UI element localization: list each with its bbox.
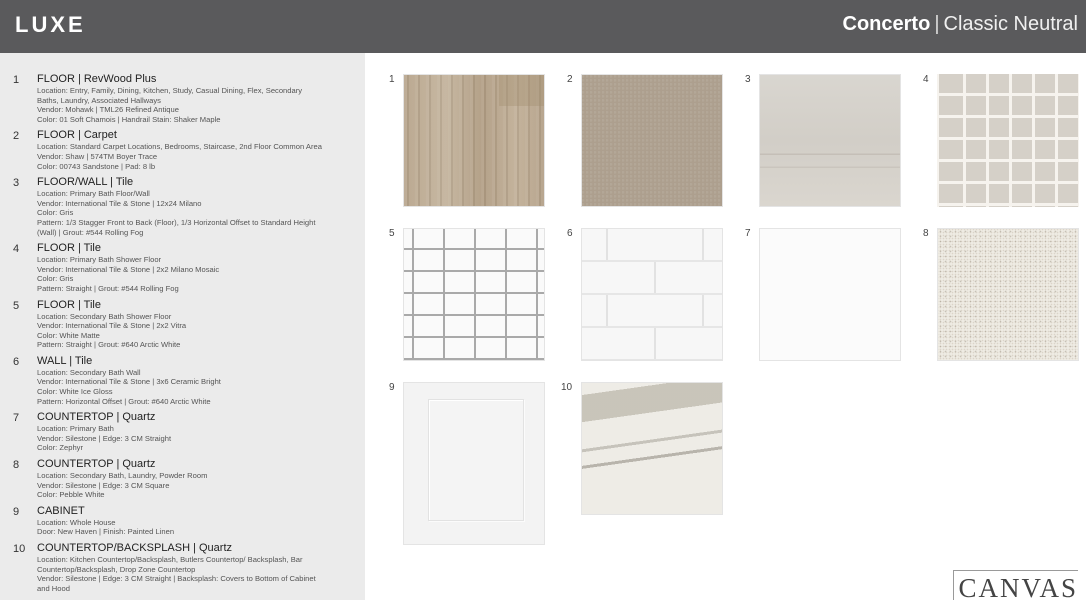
brand-logo: LUXE [15, 12, 86, 37]
vitra-tile-swatch [403, 228, 545, 361]
title-separator: | [934, 13, 940, 35]
collection-title [843, 13, 1078, 36]
selection-detail: Pattern: Horizontal Offset | Grout: #640 Arctic White [37, 396, 211, 406]
selection-detail: Location: Standard Carpet Locations, Bedrooms, Staircase, 2nd Floor Common Area [37, 142, 322, 152]
selection-item [0, 299, 365, 350]
selection-detail: Color: White Ice Gloss [37, 387, 113, 397]
selection-item [0, 505, 365, 537]
swatch-number: 8 [923, 228, 929, 239]
selection-detail: Vendor: International Tile & Stone | 12x24 Milano [37, 198, 202, 208]
ceramic-subway-swatch [581, 228, 723, 361]
selection-number: 5 [13, 299, 20, 312]
selection-number: 10 [13, 543, 26, 555]
selection-item [0, 129, 365, 171]
selection-item [0, 355, 365, 406]
selection-number: 1 [13, 74, 20, 86]
selection-number: 2 [13, 130, 20, 143]
selection-detail: Vendor: International Tile & Stone | 2x2 Vitra [37, 321, 187, 331]
selection-item [0, 542, 365, 593]
selection-number: 3 [13, 177, 20, 190]
selection-detail: Location: Secondary Bath Wall [37, 367, 141, 377]
selection-number: 8 [13, 459, 20, 472]
selections-list [0, 53, 365, 600]
selection-detail: Vendor: Mohawk | TML26 Refined Antique [37, 105, 179, 115]
selection-title: COUNTERTOP | Quartz [37, 411, 156, 424]
selection-title: FLOOR | RevWood Plus [37, 73, 157, 85]
selection-detail: Vendor: Silestone | Edge: 3 CM Straight | Backsplash: Covers to Bottom of Cabinet and Hood [37, 574, 316, 593]
carpet-swatch [581, 74, 723, 207]
revwood-plus-swatch [403, 74, 545, 207]
selection-detail: Vendor: Shaw | 574TM Boyer Trace [37, 151, 158, 161]
selection-number: 4 [13, 243, 20, 256]
selection-detail: Color: Zephyr [37, 443, 84, 453]
header-bar [0, 0, 1086, 53]
swatch-number: 5 [389, 228, 395, 239]
selection-title: FLOOR | Carpet [37, 129, 117, 142]
kitchen-quartz-swatch [581, 382, 723, 515]
selection-title: FLOOR | Tile [37, 298, 101, 311]
selection-detail: Location: Whole House [37, 517, 116, 527]
swatch-number: 10 [561, 382, 573, 393]
selection-detail: Color: 01 Soft Chamois | Handrail Stain: Shaker Maple [37, 114, 221, 124]
selection-detail: Location: Secondary Bath, Laundry, Powder Room [37, 471, 208, 481]
selection-title: COUNTERTOP/BACKSPLASH | Quartz [37, 542, 233, 554]
selection-detail: Vendor: Silestone | Edge: 3 CM Square [37, 480, 170, 490]
milano-mosaic-swatch [937, 74, 1079, 207]
selection-detail: Vendor: International Tile & Stone | 2x2 Milano Mosaic [37, 264, 220, 274]
selection-detail: Location: Kitchen Countertop/Backsplash, Butlers Countertop/ Backsplash, Bar Countertop/Backsplash, Drop Zone Countertop [37, 555, 303, 574]
collection-name: Concerto [842, 13, 931, 35]
selection-detail: Vendor: International Tile & Stone | 3x6 Ceramic Bright [37, 377, 221, 387]
selection-number: 9 [13, 505, 20, 518]
zephyr-quartz-swatch [759, 228, 901, 361]
swatch-number: 7 [745, 228, 751, 239]
selection-detail: Color: White Matte [37, 330, 100, 340]
selection-title: COUNTERTOP | Quartz [37, 458, 156, 471]
swatch-number: 2 [567, 74, 573, 85]
selection-detail: Vendor: Silestone | Edge: 3 CM Straight [37, 433, 172, 443]
selection-detail: Location: Primary Bath Shower Floor [37, 255, 162, 265]
pebble-white-quartz-swatch [937, 228, 1079, 361]
swatch-number: 9 [389, 382, 395, 393]
cabinet-door-swatch [403, 382, 545, 545]
selection-title: FLOOR/WALL | Tile [37, 176, 134, 189]
swatch-number: 1 [389, 74, 395, 85]
selection-detail: Location: Entry, Family, Dining, Kitchen, Study, Casual Dining, Flex, Secondary Baths, Laundry, Associated Hallways [37, 86, 303, 105]
selection-detail: Pattern: 1/3 Stagger Front to Back (Floor), 1/3 Horizontal Offset to Standard Height (Wall) | Grout: #544 Rolling Fog [37, 217, 316, 237]
selection-detail: Location: Primary Bath [37, 424, 114, 434]
selection-item [0, 458, 365, 500]
selection-title: FLOOR | Tile [37, 242, 101, 255]
selection-number: 7 [13, 412, 20, 425]
selection-item [0, 242, 365, 293]
swatch-number: 3 [745, 74, 751, 85]
selection-detail: Location: Primary Bath Floor/Wall [37, 189, 150, 199]
selection-title: WALL | Tile [37, 354, 93, 367]
selection-item [0, 411, 365, 453]
canvas-logo: CANVAS [953, 570, 1078, 600]
swatch-board [365, 53, 1086, 600]
selection-number: 6 [13, 355, 20, 368]
selection-detail: Color: Pebble White [37, 490, 105, 500]
milano-tile-swatch [759, 74, 901, 207]
selection-detail: Color: 00743 Sandstone | Pad: 8 lb [37, 161, 156, 171]
selection-detail: Color: Gris [37, 208, 74, 218]
selection-detail: Location: Secondary Bath Shower Floor [37, 311, 172, 321]
selection-detail: Color: Gris [37, 274, 74, 284]
selection-item [0, 73, 365, 124]
selection-detail: Door: New Haven | Finish: Painted Linen [37, 527, 175, 537]
selection-detail: Pattern: Straight | Grout: #544 Rolling Fog [37, 283, 179, 293]
scheme-name: Classic Neutral [943, 13, 1078, 35]
selection-title: CABINET [37, 504, 85, 517]
swatch-number: 4 [923, 74, 929, 85]
selection-detail: Pattern: Straight | Grout: #640 Arctic White [37, 340, 181, 350]
swatch-number: 6 [567, 228, 573, 239]
selection-item [0, 176, 365, 237]
